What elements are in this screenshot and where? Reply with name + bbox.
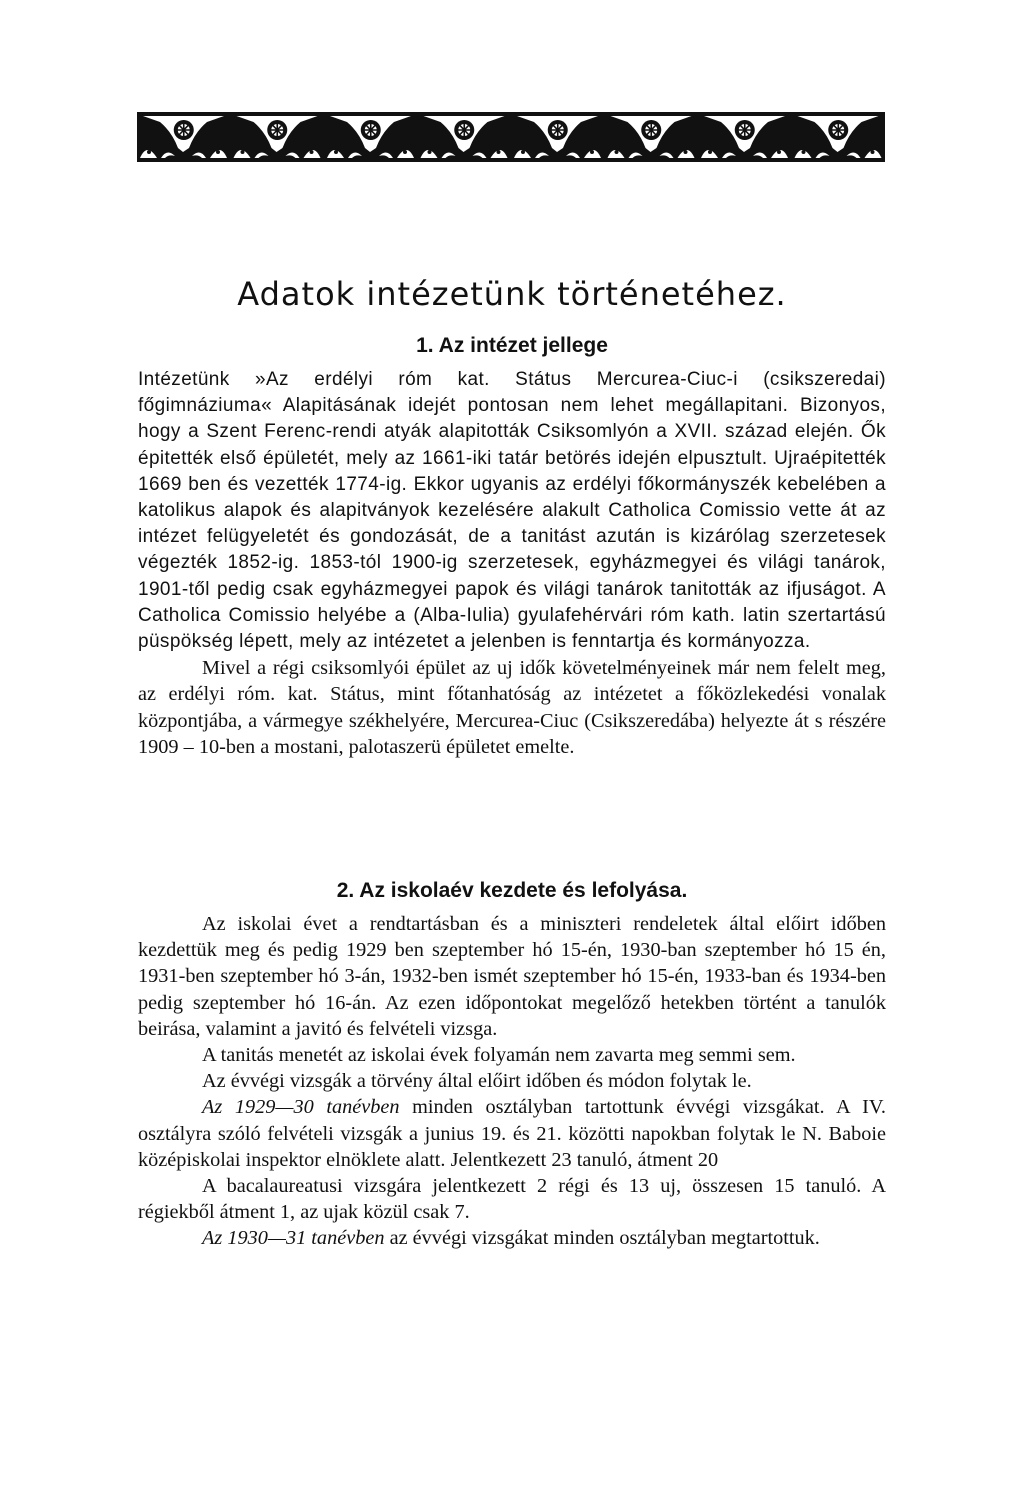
ornamental-border [137, 112, 885, 162]
section-body-1 [138, 367, 886, 760]
page-title: Adatok intézetünk történetéhez. [237, 275, 787, 313]
paragraph: Az 1930—31 tanévben az évvégi vizsgákat minden osztályban megtartottuk. [202, 1227, 820, 1250]
italic-lead: Az 1929—30 tanévben [202, 1096, 400, 1119]
paragraph: Az 1929—30 tanévben minden osztályban tartottunk évvégi vizsgákat. A IV. osztályra szóló felvételi vizsgák a junius 19. és 21. közötti napokban folytak le N. Baboie középiskolai inspektor elnöklete alatt. Jelentkezett 23 tanuló, átment 20 [138, 1096, 886, 1171]
italic-lead: Az 1930—31 tanévben [202, 1227, 385, 1250]
paragraph: Az évvégi vizsgák a törvény által előirt időben és módon folytak le. [202, 1070, 752, 1093]
section-heading-2: 2. Az iskolaév kezdete és lefolyása. [336, 879, 688, 902]
section-heading-1: 1. Az intézet jellege [416, 334, 608, 357]
paragraph: Az iskolai évet a rendtartásban és a miniszteri rendeletek által előirt időben kezdettük meg és pedig 1929 ben szeptember hó 15-én, 1930-ban szeptember hó 15 én, 1931-ben szeptember hó 3-án, 1932-ben ismét szeptember hó 15-én, 1933-ban és 1934-ben pedig szeptember hó 16-án. Az ezen időpontokat megelőző hetekben történt a tanulók beirása, valamint a javitó és felvételi vizsga. [138, 913, 886, 1040]
section-body-2 [138, 911, 886, 1252]
paragraph: Mivel a régi csiksomlyói épület az uj idők követelményeinek már nem felelt meg, az erdélyi róm. kat. Státus, mint főtanhatóság az intézetet a főközlekedési vonalak központjába, a vármegye székhelyére, Mercurea-Ciuc (Csikszeredába) helyezte át s részére 1909 – 10-ben a mostani, palotaszerü épületet emelte. [138, 657, 886, 758]
paragraph: A bacalaureatusi vizsgára jelentkezett 2 régi és 13 uj, összesen 15 tanuló. A régiekből átment 1, az ujak közül csak 7. [138, 1175, 886, 1224]
paragraph: Intézetünk »Az erdélyi róm kat. Státus Mercurea-Ciuc-i (csikszeredai) főgimnáziuma« Alapitásának idejét pontosan nem lehet megállapitani. Bizonyos, hogy a Szent Ferenc-rendi atyák alapitották Csiksomlyón a XVII. század elején. Ők épitették első épületét, mely az 1661-iki tatár betörés idején elpusztult. Ujraépitették 1669 ben és vezették 1774-ig. Ekkor ugyanis az erdélyi főkormányszék kebelében a katolikus alapok és alapitványok kezelésére alakult Catholica Comissio vette át az intézet felügyeletét és gondozását, de a tanitást azután is kizárólag szerzetesek végezték 1852-ig. 1853-tól 1900-ig szerzetesek, egyházmegyei és világi tanárok, 1901-től pedig csak egyházmegyei papok és világi tanárok tanitották az ifjuságot. A Catholica Comissio helyébe a (Alba-Iulia) gyulafehérvári róm kath. latin szertartású püspökség lépett, mely az intézetet a jelenben is fenntartja és kormányozza. [138, 369, 886, 653]
paragraph: A tanitás menetét az iskolai évek folyamán nem zavarta meg semmi sem. [202, 1044, 796, 1067]
